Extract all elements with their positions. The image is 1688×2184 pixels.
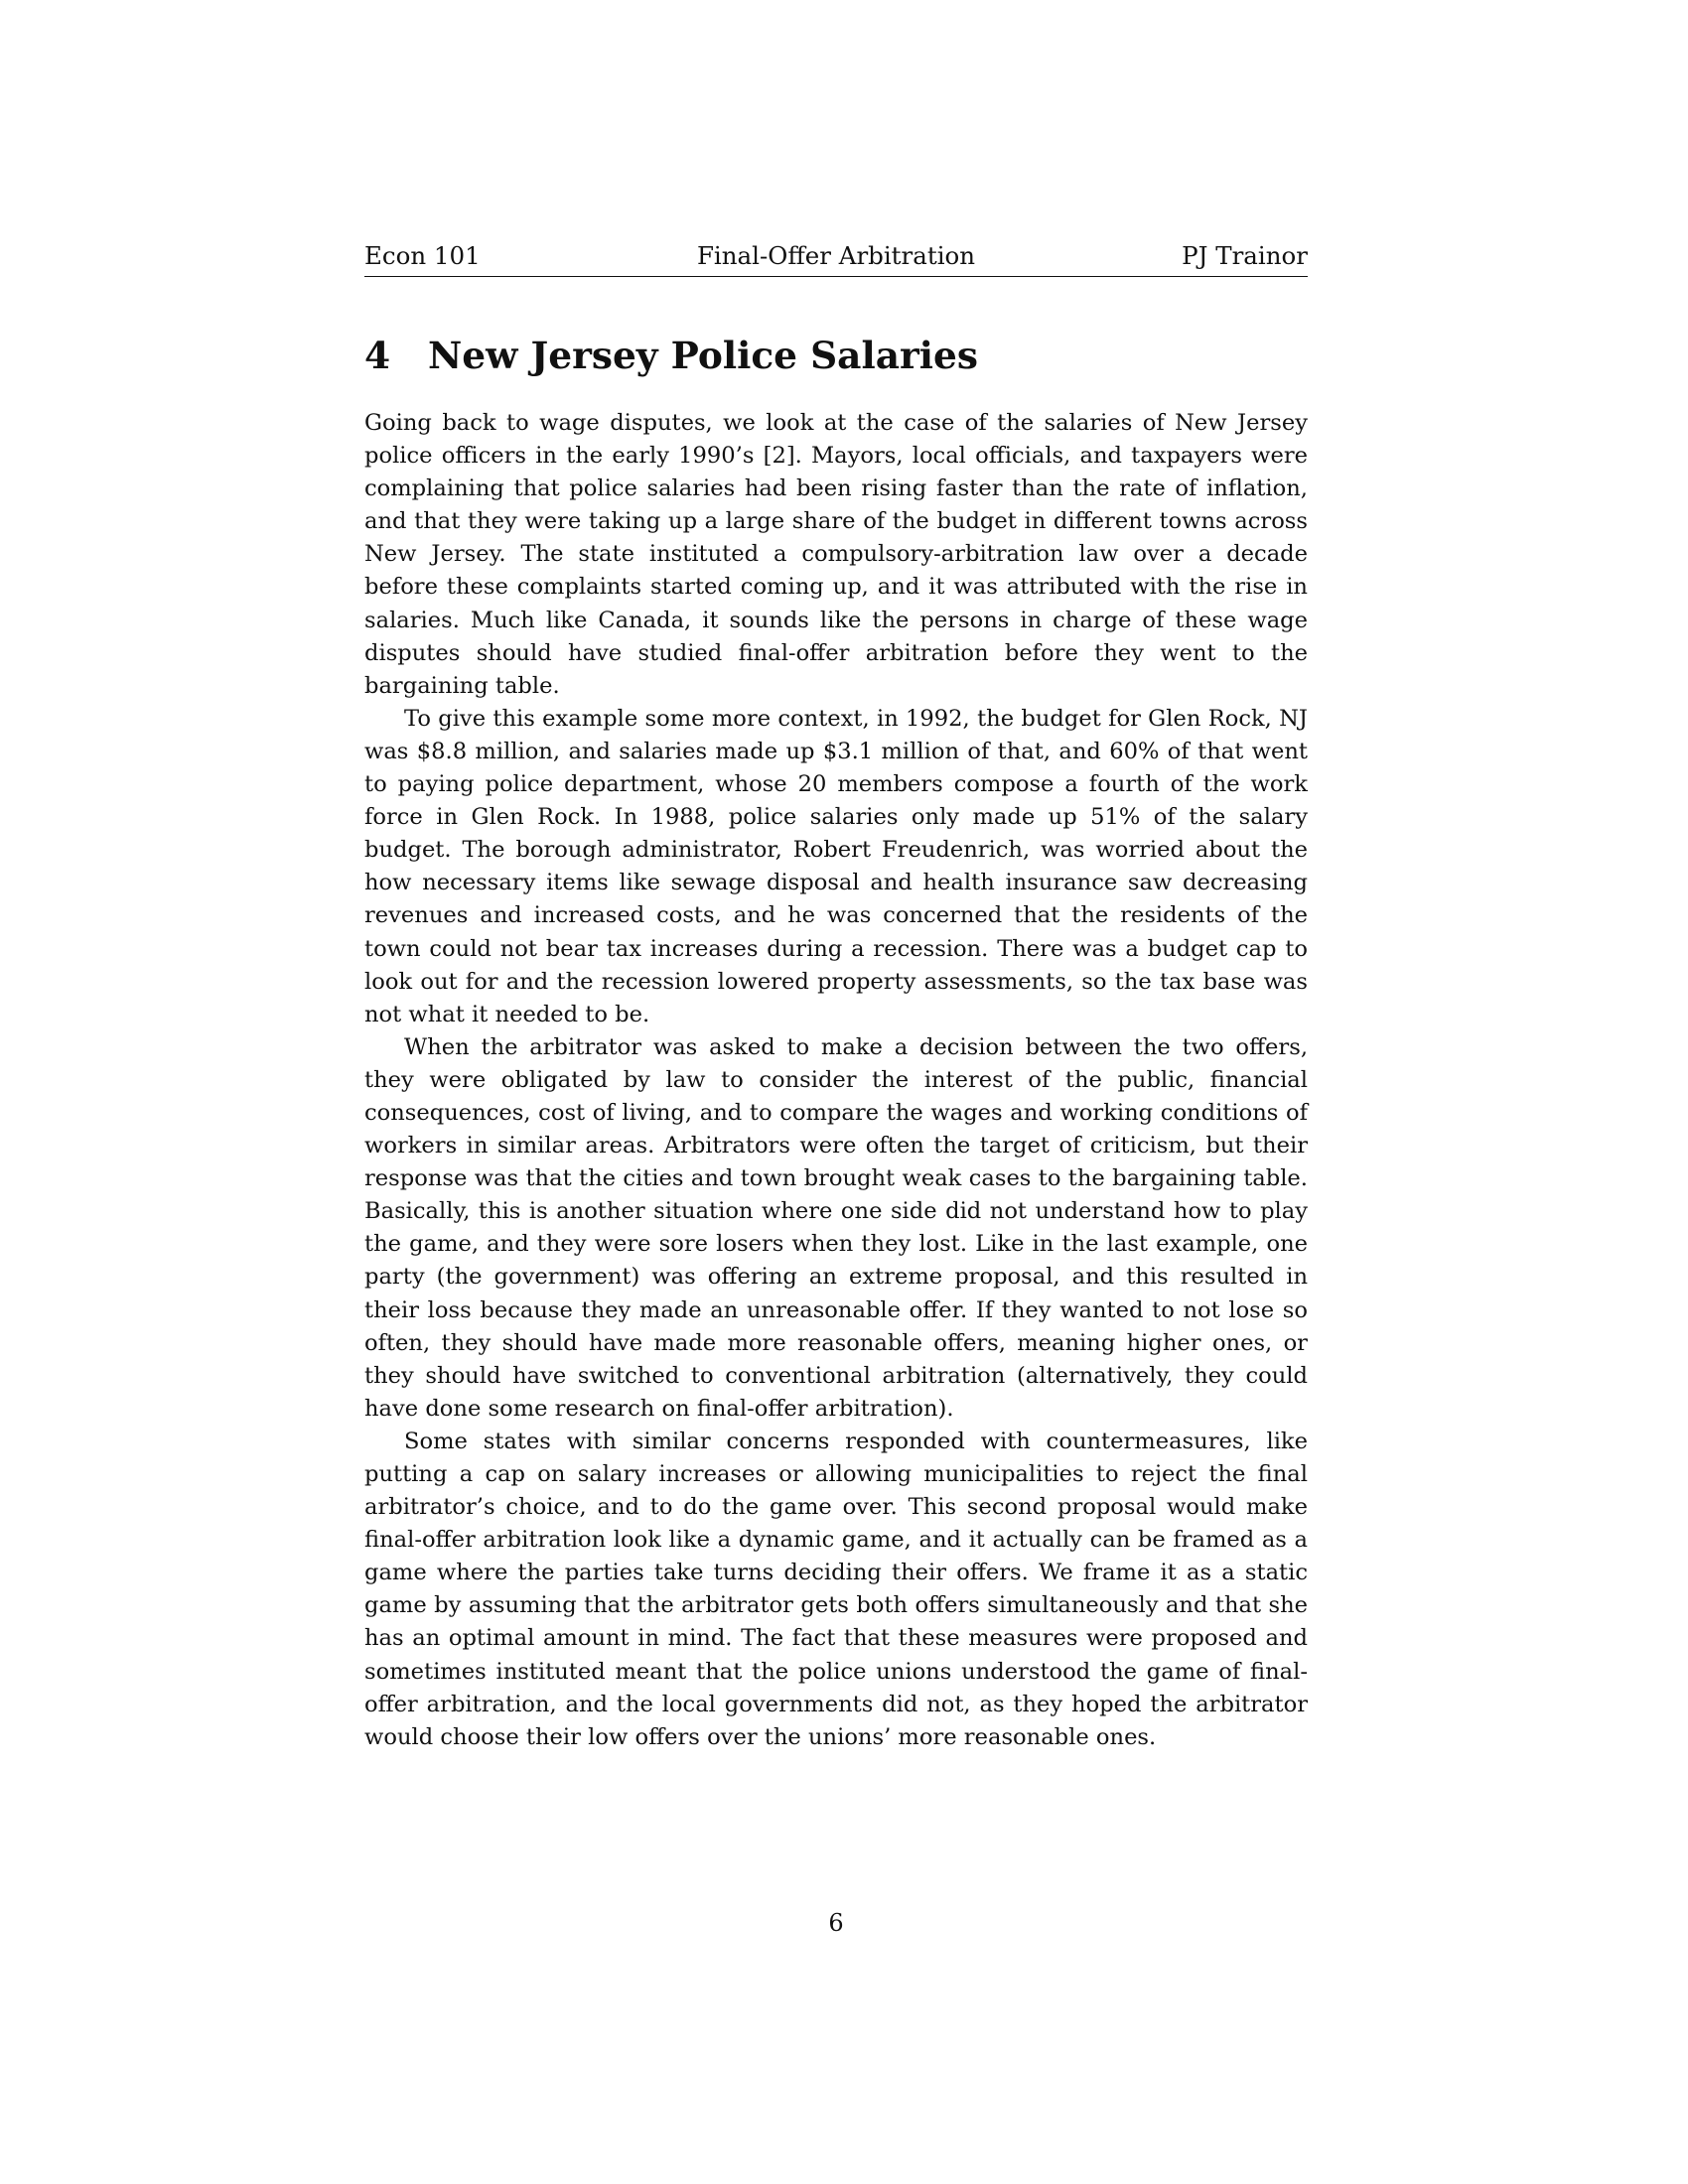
running-header	[364, 236, 1308, 277]
header-author: PJ Trainor	[1182, 241, 1308, 270]
document-page	[364, 0, 1308, 2184]
section-body	[364, 407, 1308, 1754]
section-title: New Jersey Police Salaries	[428, 334, 978, 377]
paragraph: Some states with similar concerns responded with countermeasures, like putting a cap on salary increases or allowing municipalities to reject the final arbitrator’s choice, and to do the game over. This second proposal would make final-offer arbitration look like a dynamic game, and it actually can be framed as a game where the parties take turns deciding their offers. We frame it as a static game by assuming that the arbitrator gets both offers simultaneously and that she has an optimal amount in mind. The fact that these measures were proposed and sometimes instituted meant that the police unions understood the game of final-offer arbitration, and the local governments did not, as they hoped the arbitrator would choose their low offers over the unions’ more reasonable ones.	[364, 1428, 1308, 1750]
header-course: Econ 101	[364, 241, 481, 270]
paragraph: To give this example some more context, in 1992, the budget for Glen Rock, NJ was $8.8 million, and salaries made up $3.1 million of that, and 60% of that went to paying police department, whose 20 members compose a fourth of the work force in Glen Rock. In 1988, police salaries only made up 51% of the salary budget. The borough administrator, Robert Freudenrich, was worried about the how necessary items like sewage disposal and health insurance saw decreasing revenues and increased costs, and he was concerned that the residents of the town could not bear tax increases during a recession. There was a budget cap to look out for and the recession lowered property assessments, so the tax base was not what it needed to be.	[364, 705, 1308, 1027]
paragraph: Going back to wage disputes, we look at the case of the salaries of New Jersey police officers in the early 1990’s [2]. Mayors, local officials, and taxpayers were complaining that police salaries had been rising faster than the rate of inflation, and that they were taking up a large share of the budget in different towns across New Jersey. The state instituted a compulsory-arbitration law over a decade before these complaints started coming up, and it was attributed with the rise in salaries. Much like Canada, it sounds like the persons in charge of these wage disputes should have studied final-offer arbitration before they went to the bargaining table.	[364, 410, 1308, 699]
section-number: 4	[364, 334, 391, 377]
page-number: 6	[828, 1909, 844, 1937]
section-heading	[364, 332, 1308, 379]
paragraph: When the arbitrator was asked to make a decision between the two offers, they were obligated by law to consider the interest of the public, financial consequences, cost of living, and to compare the wages and working conditions of workers in similar areas. Arbitrators were often the target of criticism, but their response was that the cities and town brought weak cases to the bargaining table. Basically, this is another situation where one side did not understand how to play the game, and they were sore losers when they lost. Like in the last example, one party (the government) was offering an extreme proposal, and this resulted in their loss because they made an unreasonable offer. If they wanted to not lose so often, they should have made more reasonable offers, meaning higher ones, or they should have switched to conventional arbitration (alternatively, they could have done some research on final-offer arbitration).	[364, 1033, 1308, 1422]
header-title: Final-Offer Arbitration	[696, 241, 976, 270]
